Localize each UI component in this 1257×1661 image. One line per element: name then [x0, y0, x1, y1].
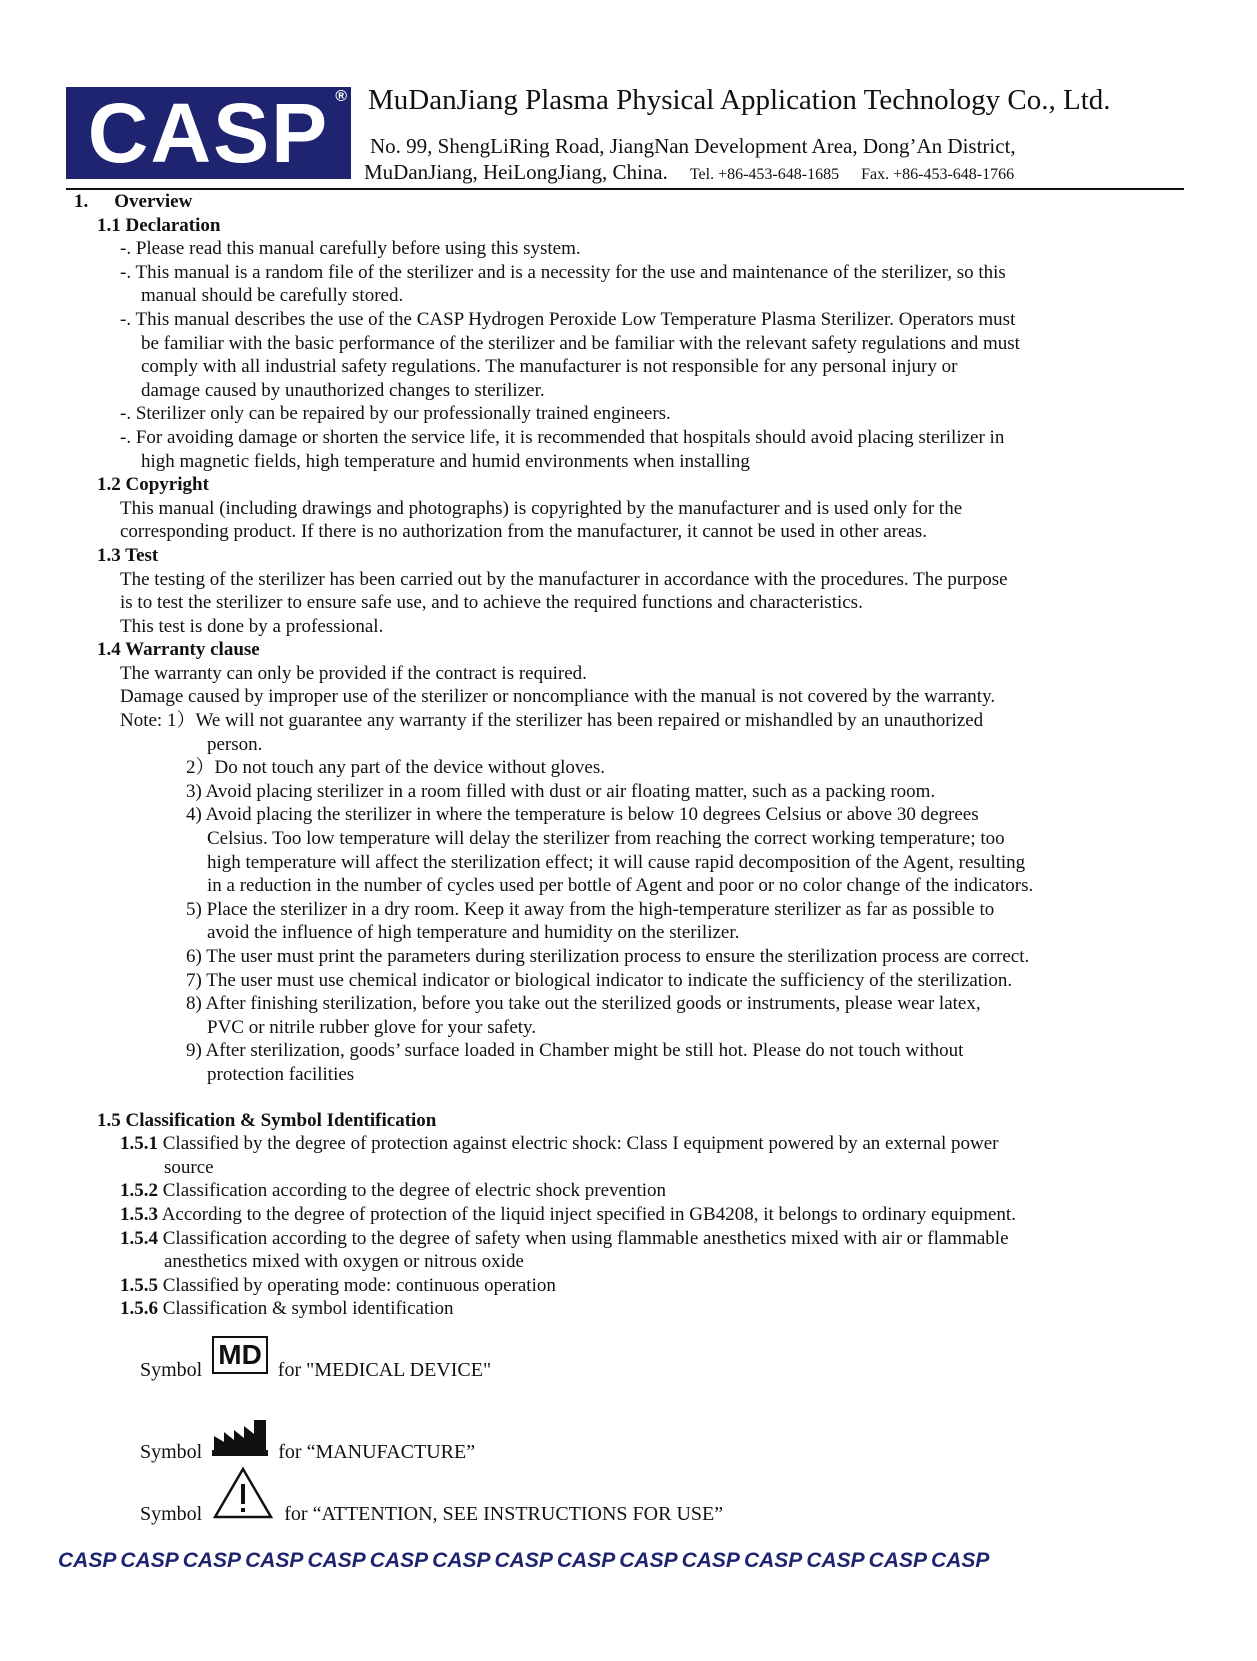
warranty-text: Damage caused by improper use of the sterilizer or noncompliance with the manual is not covered by the warranty. [120, 686, 996, 708]
classification-item: 1.5.6 Classification & symbol identification [120, 1298, 454, 1320]
declaration-item: -. Sterilizer only can be repaired by our professionally trained engineers. [120, 403, 671, 425]
medical-device-icon: MD [212, 1336, 268, 1374]
section-1-2-heading: 1.2 Copyright [97, 474, 209, 496]
section-1-1-heading: 1.1 Declaration [97, 214, 221, 236]
warranty-note-cont: Celsius. Too low temperature will delay the sterilizer from reaching the correct working temperature; too [207, 828, 1005, 850]
declaration-item: -. This manual is a random file of the sterilizer and is a necessity for the use and maintenance of the sterilizer, so this [120, 261, 1006, 283]
classification-item: 1.5.1 Classified by the degree of protection against electric shock: Class I equipment powered by an external power [120, 1133, 999, 1155]
test-text: The testing of the sterilizer has been carried out by the manufacturer in accordance with the procedures. The purpose [120, 568, 1008, 590]
declaration-item: -. Please read this manual carefully before using this system. [120, 238, 581, 260]
warranty-note-cont: in a reduction in the number of cycles used per bottle of Agent and poor or no color change of the indicators. [207, 875, 1034, 897]
symbol-md-row [140, 1336, 491, 1382]
footer-logo: CASP [681, 1549, 740, 1572]
section-1-3-heading: 1.3 Test [97, 544, 159, 566]
test-text: is to test the sterilizer to ensure safe use, and to achieve the required functions and characteristics. [120, 592, 863, 614]
registered-mark: ® [335, 88, 347, 105]
warranty-note-cont: PVC or nitrile rubber glove for your safety. [207, 1016, 537, 1038]
warranty-note-cont: person. [207, 733, 263, 755]
test-text: This test is done by a professional. [120, 615, 384, 637]
warranty-note-cont: protection facilities [207, 1063, 355, 1085]
footer-logo: CASP [120, 1549, 179, 1572]
company-name: MuDanJiang Plasma Physical Application Technology Co., Ltd. [368, 84, 1111, 116]
section-title: Overview [114, 191, 193, 212]
warranty-note-cont: avoid the influence of high temperature and humidity on the sterilizer. [207, 922, 740, 944]
symbol-warning-row [140, 1466, 723, 1526]
warning-triangle-icon [212, 1466, 274, 1526]
declaration-item: -. This manual describes the use of the CASP Hydrogen Peroxide Low Temperature Plasma Sterilizer. Operators must [120, 308, 1016, 330]
copyright-text: This manual (including drawings and photographs) is copyrighted by the manufacturer and is used only for the [120, 497, 963, 519]
footer-logo: CASP [432, 1549, 491, 1572]
footer-logo: CASP [494, 1549, 553, 1572]
address-city: MuDanJiang, HeiLongJiang, China. [364, 160, 668, 184]
address-line-1: No. 99, ShengLiRing Road, JiangNan Development Area, Dong’An District, [370, 134, 1016, 158]
symbol-manufacturer-row [140, 1418, 475, 1464]
footer-logo: CASP [182, 1549, 242, 1572]
warranty-note: 8) After finishing sterilization, before you take out the sterilized goods or instruments, please wear latex, [186, 993, 981, 1015]
section-1-4-heading: 1.4 Warranty clause [97, 639, 260, 661]
declaration-item-cont: comply with all industrial safety regulations. The manufacturer is not responsible for any personal injury or [141, 356, 958, 378]
casp-logo [66, 87, 351, 179]
footer-logo: CASP [743, 1549, 803, 1572]
footer-logo: CASP [58, 1549, 117, 1572]
footer-logo: CASP [619, 1549, 678, 1572]
section-1-5-heading: 1.5 Classification & Symbol Identification [97, 1109, 437, 1131]
symbol-description: for “MANUFACTURE” [278, 1441, 476, 1463]
symbol-description: for "MEDICAL DEVICE" [277, 1359, 492, 1381]
classification-item: 1.5.5 Classified by operating mode: continuous operation [120, 1274, 556, 1296]
declaration-item-cont: manual should be carefully stored. [141, 285, 404, 307]
warranty-note: Note: 1）We will not guarantee any warranty if the sterilizer has been repaired or mishandled by an unauthorized [120, 710, 984, 732]
warranty-note: 7) The user must use chemical indicator or biological indicator to indicate the sufficiency of the sterilization. [186, 969, 1013, 991]
logo-text: CASP [87, 86, 330, 180]
classification-item-cont: anesthetics mixed with oxygen or nitrous oxide [164, 1251, 524, 1273]
footer-logo: CASP [245, 1549, 304, 1572]
warranty-note-cont: high temperature will affect the sterilization effect; it will cause rapid decomposition of the Agent, resulting [207, 851, 1026, 873]
warranty-note: 4) Avoid placing the sterilizer in where the temperature is below 10 degrees Celsius or above 30 degrees [186, 804, 979, 826]
warranty-note: 2）Do not touch any part of the device without gloves. [186, 757, 605, 779]
footer-logo: CASP [307, 1549, 366, 1572]
symbol-label: Symbol [140, 1503, 203, 1525]
footer-logo: CASP [868, 1549, 928, 1572]
classification-item: 1.5.4 Classification according to the degree of safety when using flammable anesthetics mixed with air or flammable [120, 1227, 1009, 1249]
address-line-2 [364, 160, 1014, 185]
warranty-note: 9) After sterilization, goods’ surface loaded in Chamber might be still hot. Please do not touch without [186, 1040, 964, 1062]
section-1-heading [0, 190, 1257, 214]
footer-logo: CASP [556, 1549, 616, 1572]
warranty-note: 5) Place the sterilizer in a dry room. Keep it away from the high-temperature sterilizer as far as possible to [186, 898, 995, 920]
declaration-item-cont: be familiar with the basic performance of the sterilizer and be familiar with the relevant safety regulations and must [141, 332, 1020, 354]
warranty-note: 6) The user must print the parameters during sterilization process to ensure the sterilization process are correct. [186, 946, 1030, 967]
warranty-note: 3) Avoid placing sterilizer in a room filled with dust or air floating matter, such as a packing room. [186, 780, 936, 802]
declaration-item-cont: damage caused by unauthorized changes to sterilizer. [141, 379, 545, 401]
section-number: 1. [74, 191, 89, 212]
classification-item-cont: source [164, 1156, 214, 1178]
declaration-item-cont: high magnetic fields, high temperature and humid environments when installing [141, 450, 750, 472]
footer-logo: CASP [806, 1549, 865, 1572]
warranty-text: The warranty can only be provided if the contract is required. [120, 662, 587, 684]
telephone: Tel. +86-453-648-1685 [689, 166, 840, 183]
symbol-label: Symbol [140, 1359, 203, 1381]
footer-logo-strip [58, 1549, 993, 1573]
factory-icon [212, 1418, 268, 1464]
symbol-label: Symbol [140, 1441, 203, 1463]
declaration-item: -. For avoiding damage or shorten the service life, it is recommended that hospitals should avoid placing sterilizer in [120, 426, 1005, 448]
copyright-text: corresponding product. If there is no authorization from the manufacturer, it cannot be used in other areas. [120, 521, 927, 543]
footer-logo: CASP [369, 1549, 429, 1572]
symbol-description: for “ATTENTION, SEE INSTRUCTIONS FOR USE” [284, 1503, 724, 1525]
footer-logo: CASP [931, 1549, 990, 1572]
fax: Fax. +86-453-648-1766 [861, 166, 1015, 183]
document-body [0, 190, 1257, 1321]
classification-item: 1.5.3 According to the degree of protection of the liquid inject specified in GB4208, it belongs to ordinary equipment. [120, 1203, 1016, 1225]
classification-item: 1.5.2 Classification according to the degree of electric shock prevention [120, 1180, 667, 1202]
